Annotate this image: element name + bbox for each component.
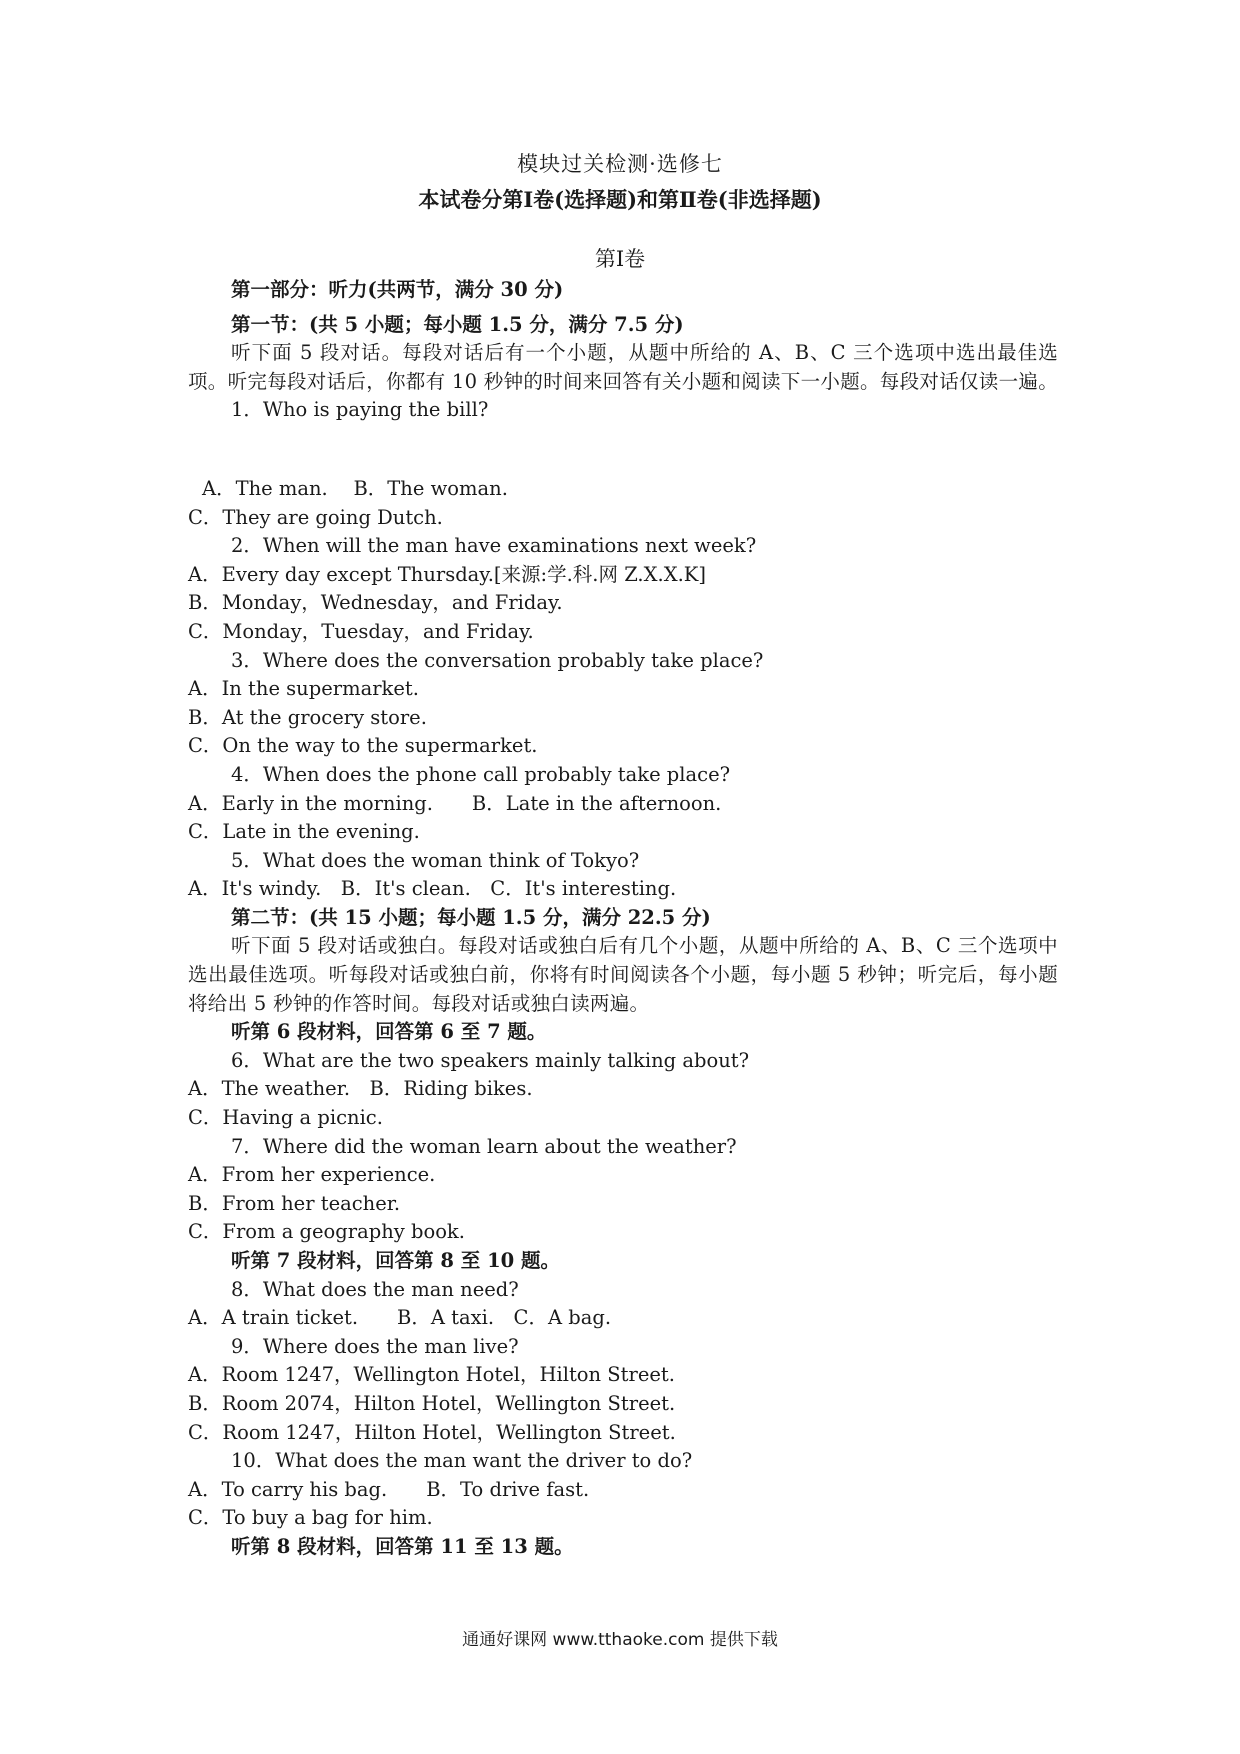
question-option: C．Monday，Tuesday，and Friday. [188, 619, 534, 643]
question-stem: 2．When will the man have examinations next week? [231, 534, 757, 558]
material-heading: 听第 6 段材料，回答第 6 至 7 题。 [231, 1020, 547, 1044]
footer-credit: 通通好课网 www.tthaoke.com 提供下载 [462, 1630, 778, 1650]
material-heading: 听第 7 段材料，回答第 8 至 10 题。 [231, 1249, 561, 1272]
question-option: C．Late in the evening. [188, 820, 420, 844]
question-option: B．Room 2074，Hilton Hotel，Wellington Street. [188, 1391, 676, 1415]
section2-instructions: 听下面 5 段对话或独白。每段对话或独白后有几个小题，从题中所给的 A、B、C 三个选项中选出最佳选项。听每段对话或独白前，你将有时间阅读各个小题，每小题 5 秒钟；听完后，每小题将给出 5 秒钟的作答时间。每段对话或独白读两遍。 [188, 934, 1058, 1015]
question-options: A．It's windy. B．It's clean. C．It's interesting. [188, 877, 677, 901]
question-stem: 10．What does the man want the driver to do? [231, 1449, 693, 1473]
exam-title: 模块过关检测·选修七 [517, 152, 723, 176]
question-options: A．The weather. B．Riding bikes. [188, 1077, 533, 1101]
question-option: C．Room 1247，Hilton Hotel，Wellington Street. [188, 1420, 676, 1444]
question-stem: 5．What does the woman think of Tokyo? [231, 848, 640, 872]
question-option: B．Monday，Wednesday，and Friday. [188, 591, 563, 615]
question-stem: 1．Who is paying the bill? [231, 398, 489, 422]
question-stem: 9．Where does the man live? [231, 1334, 519, 1358]
question-option: B．From her teacher. [188, 1191, 401, 1215]
question-stem: 6．What are the two speakers mainly talking about? [231, 1048, 750, 1072]
question-stem: 3．Where does the conversation probably take place? [231, 648, 764, 672]
question-option: C．To buy a bag for him. [188, 1506, 433, 1530]
question-stem: 4．When does the phone call probably take place? [231, 762, 731, 786]
part1-heading: 第一部分：听力(共两节，满分 30 分) [231, 278, 564, 301]
question-option: A．Every day except Thursday.[来源:学.科.网 Z.X.X.K] [188, 562, 706, 586]
question-option: A．Room 1247，Wellington Hotel，Hilton Street. [188, 1363, 675, 1387]
question-options: A．The man. B．The woman. [202, 476, 508, 500]
question-option: C．From a geography book. [188, 1220, 465, 1244]
section1-heading: 第一节：(共 5 小题；每小题 1.5 分，满分 7.5 分) [231, 312, 684, 336]
question-options: A．Early in the morning. B．Late in the afternoon. [188, 791, 722, 815]
question-stem: 7．Where did the woman learn about the weather? [231, 1134, 737, 1158]
question-option: C．Having a picnic. [188, 1106, 383, 1130]
question-options: A．A train ticket. B．A taxi. C．A bag. [188, 1306, 612, 1330]
volume-heading: 第Ⅰ卷 [594, 247, 646, 271]
exam-subtitle: 本试卷分第Ⅰ卷(选择题)和第Ⅱ卷(非选择题) [418, 187, 822, 212]
material-heading: 听第 8 段材料，回答第 11 至 13 题。 [231, 1534, 574, 1558]
section2-heading: 第二节：(共 15 小题；每小题 1.5 分，满分 22.5 分) [231, 905, 711, 929]
section1-instructions: 听下面 5 段对话。每段对话后有一个小题，从题中所给的 A、B、C 三个选项中选出最佳选项。听完每段对话后，你都有 10 秒钟的时间来回答有关小题和阅读下一小题。每段对话仅读一遍。 [188, 341, 1059, 393]
question-stem: 8．What does the man need? [231, 1277, 519, 1301]
question-option: C．They are going Dutch. [188, 505, 443, 529]
exam-body [188, 276, 1058, 1562]
question-option: A．From her experience. [188, 1163, 436, 1187]
question-option: A．In the supermarket. [188, 677, 419, 701]
question-option: C．On the way to the supermarket. [188, 734, 538, 758]
question-option: B．At the grocery store. [188, 705, 427, 729]
question-options: A．To carry his bag. B．To drive fast. [188, 1477, 590, 1501]
